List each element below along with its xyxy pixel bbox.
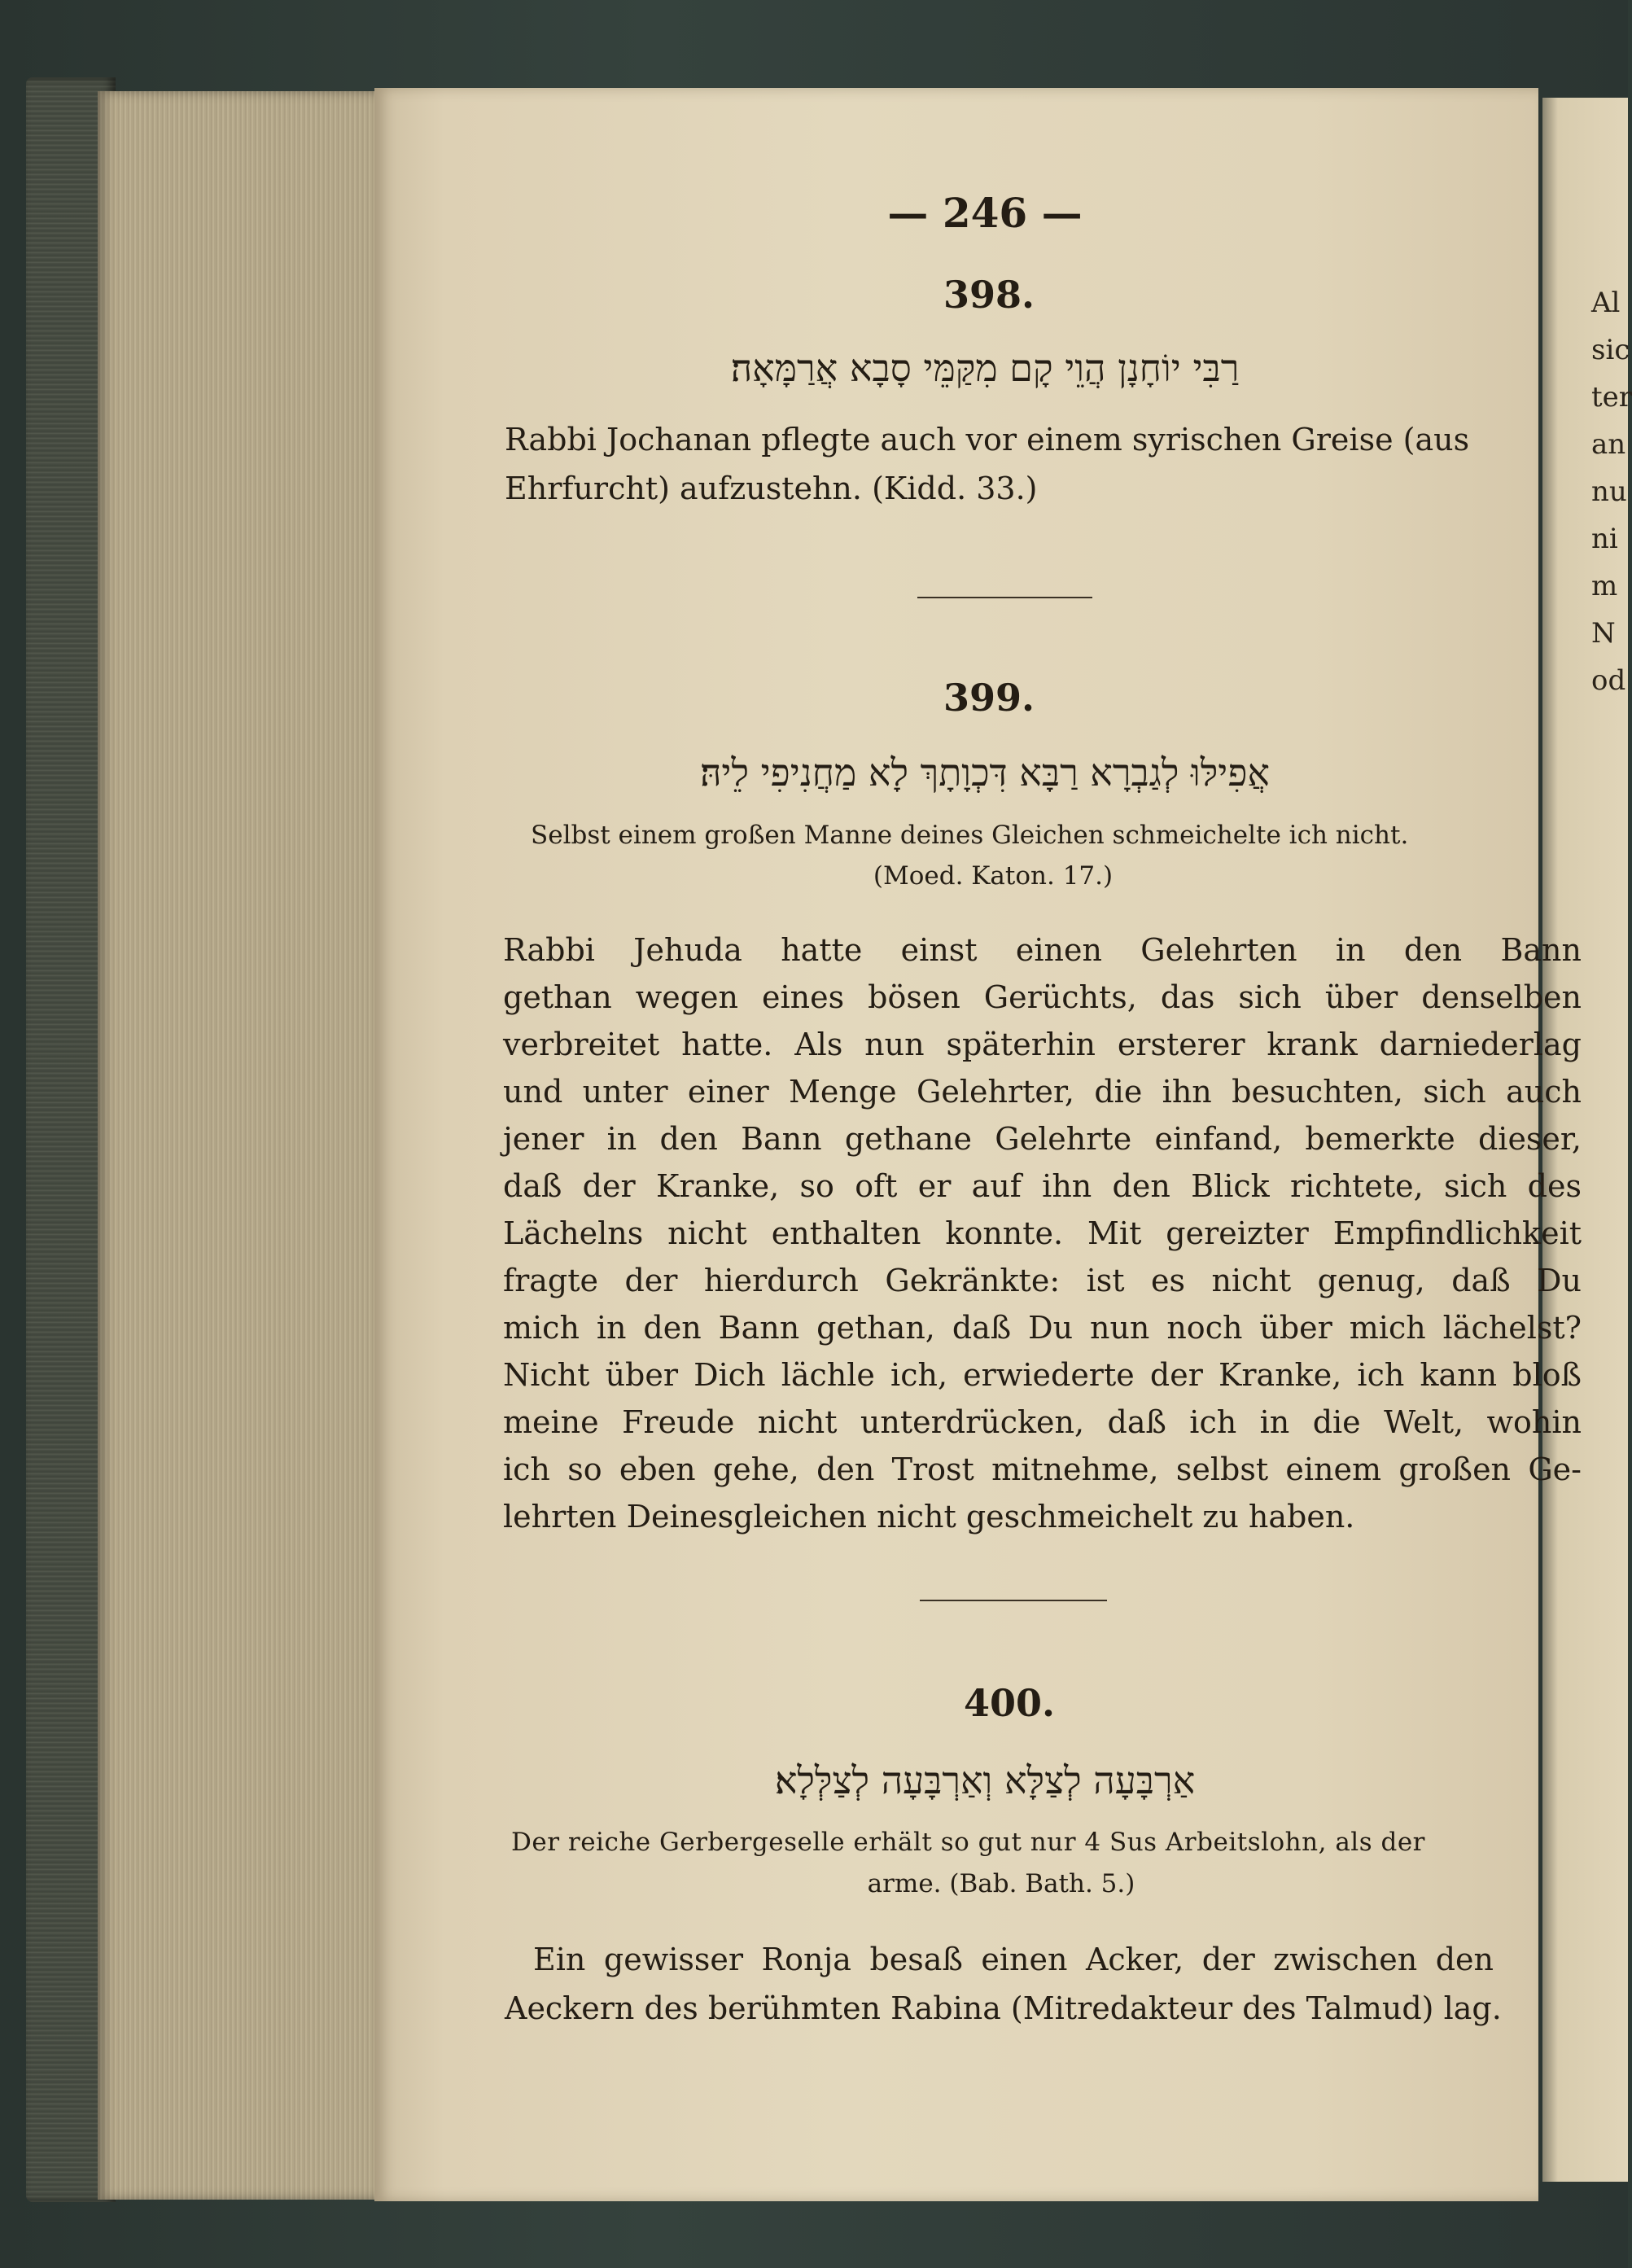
facing-page-fragment: ter [1591, 381, 1632, 414]
body-text-line: ich so eben gehe, den Trost mitnehme, selbst einem großen Ge- [503, 1451, 1582, 1487]
facing-page-fragment: nu [1591, 475, 1627, 508]
page-number: — 246 — [887, 189, 1083, 237]
section-divider [917, 597, 1092, 598]
facing-page-fragment: od [1591, 664, 1626, 697]
facing-page-fragment: sic [1591, 334, 1630, 366]
body-text-line: Rabbi Jehuda hatte einst einen Gelehrten in den Bann [503, 932, 1582, 968]
body-text-line: mich in den Bann gethan, daß Du nun noch über mich lächelst? [503, 1310, 1582, 1346]
body-text-line: Ein gewisser Ronja besaß einen Acker, der zwischen den [533, 1942, 1494, 1977]
entry-number: 400. [963, 1681, 1056, 1725]
facing-page-fragment: ni [1591, 523, 1618, 555]
hebrew-quote: אַרְבָּעָה לְצַלָּא וְאַרְבָּעָה לְצַלְּלָא׃ [774, 1758, 1196, 1802]
page-block-edge [98, 91, 383, 2200]
hebrew-quote: רַבִּי יוֹחָנָן הֲוֵי קָם מִקַּמֵּי סָבָא אֲרַמָּאָה׃ [730, 346, 1240, 390]
body-text-line: lehrten Deinesgleichen nicht geschmeichelt zu haben. [503, 1499, 1355, 1535]
source-citation: arme. (Bab. Bath. 5.) [867, 1869, 1135, 1898]
translation-line: Ehrfurcht) aufzustehn. (Kidd. 33.) [505, 471, 1038, 506]
body-text-line: daß der Kranke, so oft er auf ihn den Blick richtete, sich des [503, 1168, 1582, 1204]
body-text-line: jener in den Bann gethane Gelehrte einfand, bemerkte dieser, [503, 1121, 1582, 1157]
section-divider [920, 1600, 1107, 1601]
body-text-line: Aeckern des berühmten Rabina (Mitredakteur des Talmud) lag. [505, 1990, 1502, 2026]
translation-line: Der reiche Gerbergeselle erhält so gut nur 4 Sus Arbeitslohn, als der [511, 1828, 1425, 1857]
facing-page-fragment: an [1591, 428, 1626, 461]
facing-page-fragment: N [1591, 617, 1616, 650]
body-text-line: meine Freude nicht unterdrücken, daß ich in die Welt, wohin [503, 1404, 1582, 1440]
body-text-line: gethan wegen eines bösen Gerüchts, das sich über denselben [503, 979, 1582, 1015]
hebrew-quote: אֲפִילּוּ לְגַבְרָא רַבָּא דִּכְוָתָךְ לָא מַחֲנִיפִי לֵיהּ׃ [699, 751, 1271, 795]
body-text-line: verbreitet hatte. Als nun späterhin ersterer krank darniederlag [503, 1027, 1582, 1062]
source-citation: (Moed. Katon. 17.) [873, 861, 1114, 891]
body-text-line: Lächelns nicht enthalten konnte. Mit gereizter Empfindlichkeit [503, 1215, 1582, 1251]
translation-line: Selbst einem großen Manne deines Gleichen schmeichelte ich nicht. [531, 821, 1409, 850]
body-text-line: und unter einer Menge Gelehrter, die ihn besuchten, sich auch [503, 1074, 1582, 1110]
facing-page-fragment: Al [1591, 287, 1621, 319]
body-text-line: Nicht über Dich lächle ich, erwiederte der Kranke, ich kann bloß [503, 1357, 1582, 1393]
translation-line: Rabbi Jochanan pflegte auch vor einem syrischen Greise (aus [505, 422, 1470, 458]
body-text-line: fragte der hierdurch Gekränkte: ist es nicht genug, daß Du [503, 1263, 1582, 1298]
entry-number: 398. [943, 273, 1035, 317]
facing-page-fragment: m [1591, 570, 1618, 602]
entry-number: 399. [943, 676, 1035, 720]
